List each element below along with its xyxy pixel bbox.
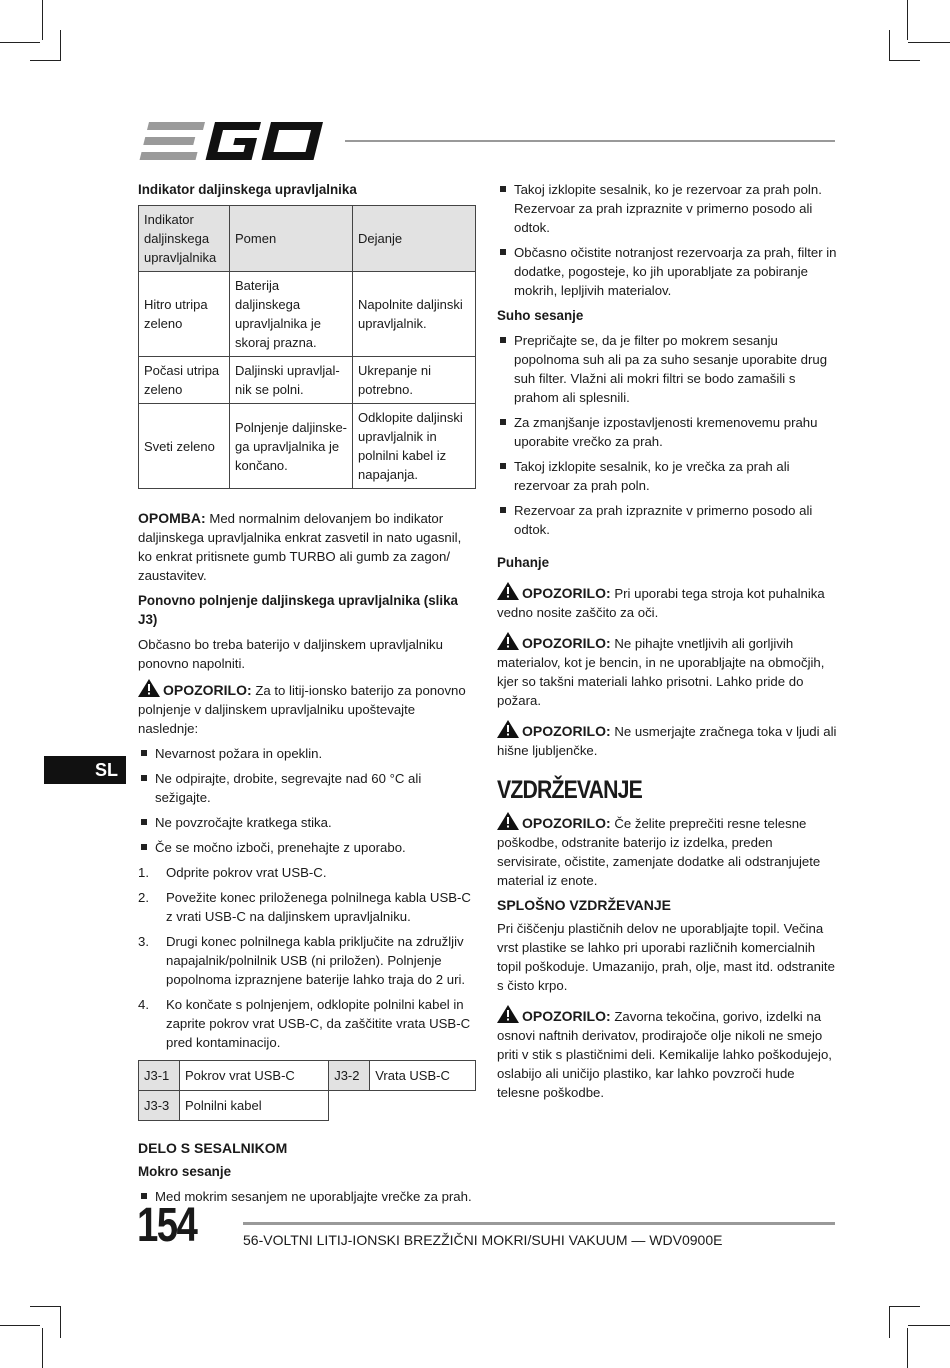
table-cell: Odklopite daljinski upravljalnik in polnilni kabel iz napajanja. bbox=[353, 404, 476, 489]
warning-label: OPOZORILO: bbox=[522, 815, 611, 831]
step-number: 4. bbox=[138, 997, 149, 1012]
indicator-table bbox=[138, 205, 476, 489]
legend-code: J3-3 bbox=[139, 1091, 180, 1121]
legend-code: J3-2 bbox=[329, 1061, 370, 1091]
table-cell: Napolnite daljinski upravljalnik. bbox=[353, 272, 476, 357]
empty-cell bbox=[370, 1091, 476, 1121]
list-item bbox=[138, 932, 478, 989]
step-text: Drugi konec polnilnega kabla priključite na združljiv napajalnik/polnilnik USB (ni priložen). Polnjenje popolnoma izpraznjene baterije lahko traja do 2 uri. bbox=[166, 934, 466, 987]
crop-mark bbox=[0, 42, 40, 43]
crop-mark bbox=[889, 1306, 890, 1338]
wet-bullet-list-continued bbox=[497, 180, 837, 300]
list-item: Ne odpirajte, drobite, segrevajte nad 60 °C ali sežigajte. bbox=[138, 769, 478, 807]
warning-triangle-icon bbox=[497, 632, 519, 650]
list-item: Takoj izklopite sesalnik, ko je rezervoar za prah poln. Rezervoar za prah izpraznite v primerno posodo ali odtok. bbox=[497, 180, 837, 237]
indicator-table-heading: Indikator daljinskega upravljalnika bbox=[138, 182, 357, 197]
recharge-heading: Ponovno polnjenje daljinskega upravljalnika (slika J3) bbox=[138, 593, 458, 627]
step-number: 2. bbox=[138, 890, 149, 905]
list-item: Nevarnost požara in opeklin. bbox=[138, 744, 478, 763]
warning-triangle-icon bbox=[497, 582, 519, 600]
crop-mark bbox=[60, 30, 61, 60]
warning-paragraph bbox=[138, 679, 478, 738]
table-cell: Ukrepanje ni potrebno. bbox=[353, 357, 476, 404]
table-row bbox=[139, 1061, 476, 1091]
note-paragraph bbox=[138, 509, 478, 585]
warning-triangle-icon bbox=[497, 812, 519, 830]
list-item: Za zmanjšanje izpostavljenosti kremenovemu prahu uporabite vrečko za prah. bbox=[497, 413, 837, 451]
general-maintenance-text: Pri čiščenju plastičnih delov ne uporabljajte topil. Večina vrst plastike se lahko pri uporabi različnih komercialnih topil poškoduje. Umazanijo, prah, olje, mast itd. odstranite s čisto krpo. bbox=[497, 921, 835, 993]
note-label: OPOMBA: bbox=[138, 510, 206, 526]
list-item: Rezervoar za prah izpraznite v primerno posodo ali odtok. bbox=[497, 501, 837, 539]
crop-mark bbox=[889, 60, 920, 61]
step-number: 3. bbox=[138, 934, 149, 949]
crop-mark bbox=[30, 1306, 61, 1307]
charging-steps bbox=[138, 863, 478, 1052]
step-number: 1. bbox=[138, 865, 149, 880]
warning-text: Pri uporabi tega stroja kot puhalnika vedno nosite zaščito za oči. bbox=[497, 586, 825, 620]
step-text: Povežite konec priloženega polnilnega kabla USB-C z vrati USB-C na daljinskem upravljalniku. bbox=[166, 890, 471, 924]
general-maintenance-heading: SPLOŠNO VZDRŽEVANJE bbox=[497, 897, 671, 913]
page-number: 154 bbox=[137, 1199, 197, 1252]
recharge-text: Občasno bo treba baterijo v daljinskem upravljalniku ponovno napolniti. bbox=[138, 637, 443, 671]
list-item: Med mokrim sesanjem ne uporabljajte vrečke za prah. bbox=[138, 1187, 478, 1206]
table-cell: Baterija daljinskega upravljalnika je skoraj prazna. bbox=[230, 272, 353, 357]
list-item: Če se močno izboči, prenehajte z uporabo. bbox=[138, 838, 478, 857]
section-heading: DELO S SESALNIKOM bbox=[138, 1140, 288, 1156]
legend-label: Pokrov vrat USB-C bbox=[180, 1061, 329, 1091]
crop-mark bbox=[42, 0, 43, 40]
crop-mark bbox=[0, 1325, 40, 1326]
dry-bullet-list bbox=[497, 331, 837, 539]
warning-triangle-icon bbox=[497, 1005, 519, 1023]
dry-heading: Suho sesanje bbox=[497, 308, 584, 323]
list-item bbox=[138, 995, 478, 1052]
crop-mark bbox=[60, 1306, 61, 1338]
legend-label: Vrata USB-C bbox=[370, 1061, 476, 1091]
legend-label: Polnilni kabel bbox=[180, 1091, 329, 1121]
crop-mark bbox=[889, 30, 890, 60]
crop-mark bbox=[907, 0, 908, 40]
table-cell: Daljinski upravljal-nik se polni. bbox=[230, 357, 353, 404]
warning-text: Ne usmerjajte zračnega toka v ljudi ali hišne ljubljenčke. bbox=[497, 724, 837, 758]
right-column bbox=[497, 180, 837, 1108]
footer-rule bbox=[243, 1222, 835, 1225]
warning-triangle-icon bbox=[497, 720, 519, 738]
warning-paragraph bbox=[497, 1005, 837, 1102]
crop-mark bbox=[908, 1325, 950, 1326]
step-text: Odprite pokrov vrat USB-C. bbox=[166, 865, 327, 880]
list-item: Občasno očistite notranjost rezervoarja za prah, filter in dodatke, pogosteje, ko jih uporabljate za pobiranje mokrih, lepljivih materialov. bbox=[497, 243, 837, 300]
crop-mark bbox=[908, 42, 950, 43]
warning-label: OPOZORILO: bbox=[522, 1008, 611, 1024]
table-row bbox=[139, 404, 476, 489]
wet-heading: Mokro sesanje bbox=[138, 1164, 232, 1179]
table-row bbox=[139, 272, 476, 357]
empty-cell bbox=[329, 1091, 370, 1121]
warning-text: Zavorna tekočina, gorivo, izdelki na osnovi naftnih derivatov, prodirajoče olje nikoli ne smejo priti v stik s plastičnimi deli. Kemikalije lahko poškodujejo, oslabijo ali uničijo plastiko, kar lahko povzroči hude telesne poškodbe. bbox=[497, 1009, 832, 1100]
table-row bbox=[139, 1091, 476, 1121]
step-text: Ko končate s polnjenjem, odklopite polnilni kabel in zaprite pokrov vrat USB-C, da zaščitite vrata USB-C pred kontaminacijo. bbox=[166, 997, 471, 1050]
warning-text: Za to litij-ionsko baterijo za ponovno polnjenje v daljinskem upravljalniku upoštevajte naslednje: bbox=[138, 683, 466, 736]
warning-triangle-icon bbox=[138, 679, 160, 697]
legend-code: J3-1 bbox=[139, 1061, 180, 1091]
blow-heading: Puhanje bbox=[497, 555, 550, 570]
warning-paragraph bbox=[497, 720, 837, 760]
table-header-row bbox=[139, 206, 476, 272]
warning-paragraph bbox=[497, 632, 837, 710]
list-item: Ne povzročajte kratkega stika. bbox=[138, 813, 478, 832]
warning-label: OPOZORILO: bbox=[522, 585, 611, 601]
crop-mark bbox=[889, 1306, 920, 1307]
list-item: Prepričajte se, da je filter po mokrem sesanju popolnoma suh ali pa za suho sesanje uporabite drug suh filter. Vlažni ali mokri filtri se bodo zamašili s prahom ali splesnili. bbox=[497, 331, 837, 407]
header-rule bbox=[345, 140, 835, 142]
footer-text: 56-VOLTNI LITIJ-IONSKI BREZŽIČNI MOKRI/SUHI VAKUUM — WDV0900E bbox=[243, 1232, 723, 1248]
table-cell: Polnjenje daljinske-ga upravljalnika je končano. bbox=[230, 404, 353, 489]
j3-legend-table bbox=[138, 1060, 476, 1121]
list-item: Takoj izklopite sesalnik, ko je vrečka za prah ali rezervoar za prah poln. bbox=[497, 457, 837, 495]
note-text: Med normalnim delovanjem bo indikator daljinskega upravljalnika enkrat zasvetil in nato ugasnil, ko enkrat pritisnete gumb TURBO ali gumb za zagon/ zaustavitev. bbox=[138, 511, 462, 583]
warning-text: Ne pihajte vnetljivih ali gorljivih materialov, kot je bencin, in ne uporabljajte na območjih, kjer so takšni materiali lahko prisotni. Lahko pride do požara. bbox=[497, 636, 825, 708]
list-item bbox=[138, 888, 478, 926]
table-header-cell: Indikator daljinskega upravljalnika bbox=[139, 206, 230, 272]
warning-paragraph bbox=[497, 812, 837, 890]
warning-label: OPOZORILO: bbox=[163, 682, 252, 698]
table-cell: Hitro utripa zeleno bbox=[139, 272, 230, 357]
warning-label: OPOZORILO: bbox=[522, 723, 611, 739]
table-row bbox=[139, 357, 476, 404]
warning-paragraph bbox=[497, 582, 837, 622]
table-header-cell: Pomen bbox=[230, 206, 353, 272]
language-tab: SL bbox=[44, 756, 126, 784]
table-cell: Sveti zeleno bbox=[139, 404, 230, 489]
warning-text: Če želite preprečiti resne telesne poškodbe, odstranite baterijo iz izdelka, preden servisirate, očistite, zamenjate dodatke ali odstranjujete material iz enote. bbox=[497, 816, 821, 888]
list-item bbox=[138, 863, 478, 882]
battery-bullet-list bbox=[138, 744, 478, 857]
ego-logo bbox=[138, 118, 328, 164]
maintenance-heading: VZDRŽEVANJE bbox=[497, 776, 642, 804]
table-header-cell: Dejanje bbox=[353, 206, 476, 272]
crop-mark bbox=[42, 1328, 43, 1368]
crop-mark bbox=[907, 1328, 908, 1368]
table-cell: Počasi utripa zeleno bbox=[139, 357, 230, 404]
warning-label: OPOZORILO: bbox=[522, 635, 611, 651]
left-column bbox=[138, 180, 478, 1212]
crop-mark bbox=[30, 60, 61, 61]
